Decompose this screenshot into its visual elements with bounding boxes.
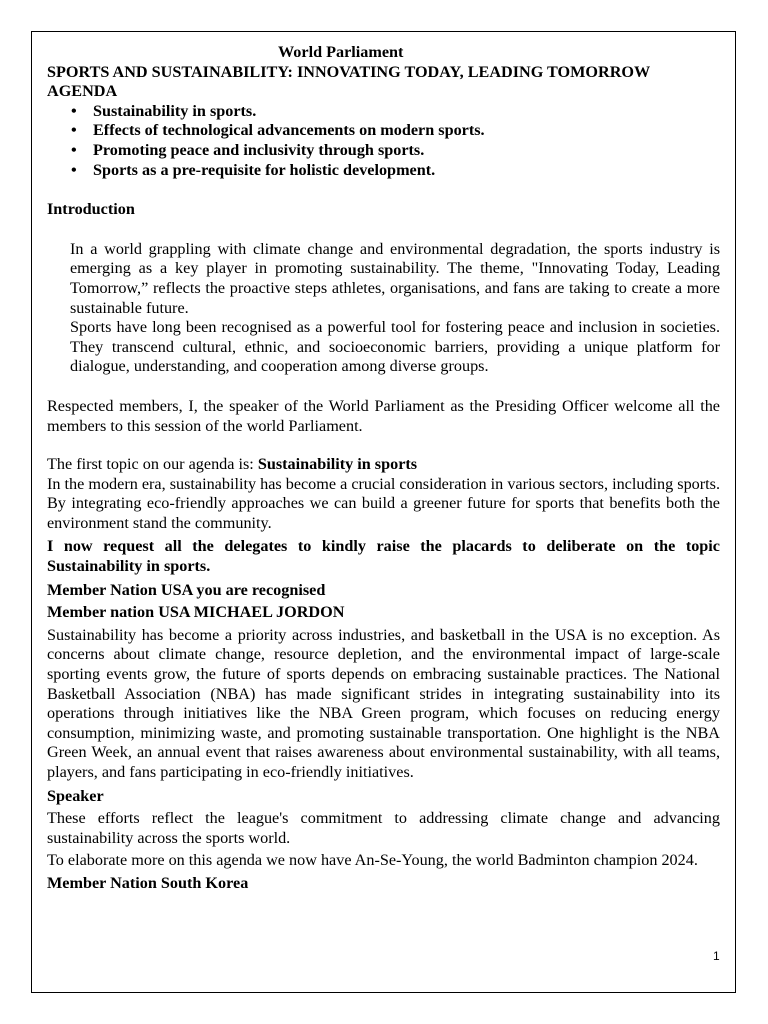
introduction-paragraph: In a world grappling with climate change and environmental degradation, the sports industry is emerging as a key player in promoting sustainability. The theme, "Innovating Today, Leading Tomorrow,” reflects the proactive steps athletes, organisations, and fans are taking to create a more sustainable future.: [70, 239, 720, 317]
agenda-item: • Sustainability in sports.: [93, 102, 720, 122]
theme-heading: SPORTS AND SUSTAINABILITY: INNOVATING TODAY, LEADING TOMORROW: [47, 62, 651, 81]
introduction-paragraph: Sports have long been recognised as a powerful tool for fostering peace and inclusion in societies. They transcend cultural, ethnic, and socioeconomic barriers, providing a unique platform for dialogue, understanding, and cooperation among diverse groups.: [70, 318, 720, 376]
agenda-item: • Effects of technological advancements on modern sports.: [93, 121, 720, 141]
first-topic-line: [47, 455, 720, 475]
recognition-line: Member Nation USA you are recognised: [47, 580, 326, 599]
first-topic-body: In the modern era, sustainability has become a crucial consideration in various sectors, including sports. By integrating eco-friendly approaches we can build a greener future for sports that benefits both the environment stand the community.: [47, 474, 720, 532]
agenda-heading: AGENDA: [47, 82, 118, 101]
usa-speech: Sustainability has become a priority across industries, and basketball in the USA is no exception. As concerns about climate change, resource depletion, and the environmental impact of large-scale sporting events grow, the future of sports depends on embracing sustainable practices. The National Basketball Association (NBA) has made significant strides in integrating sustainability into its operations through initiatives like the NBA Green program, which focuses on reducing energy consumption, minimizing waste, and promoting sustainable transportation. One highlight is the NBA Green Week, an annual event that raises awareness about environmental sustainability, with all teams, players, and fans participating in eco-friendly initiatives.: [47, 625, 720, 781]
speaker-remark: These efforts reflect the league's commitment to addressing climate change and advancing sustainability across the sports world.: [47, 809, 720, 847]
document-title: World Parliament: [278, 43, 404, 61]
document-body: [47, 43, 720, 894]
page-number: 1: [713, 949, 720, 963]
agenda-item: • Sports as a pre-requisite for holistic development.: [93, 161, 720, 181]
next-member-line: Member Nation South Korea: [47, 873, 249, 892]
placard-request: I now request all the delegates to kindly raise the placards to deliberate on the topic Sustainability in sports.: [47, 537, 720, 576]
usa-speaker-name: Member nation USA MICHAEL JORDON: [47, 603, 345, 622]
introduction-block: [47, 240, 720, 377]
first-topic-lead: The first topic on our agenda is:: [47, 455, 258, 474]
welcome-paragraph: Respected members, I, the speaker of the World Parliament as the Presiding Officer welcome all the members to this session of the world Parliament.: [47, 396, 720, 435]
first-topic-name: Sustainability in sports: [257, 455, 418, 474]
agenda-item: • Promoting peace and inclusivity through sports.: [93, 141, 720, 161]
agenda-list: [47, 102, 720, 180]
elaborate-line: To elaborate more on this agenda we now have An-Se-Young, the world Badminton champion 2024.: [47, 851, 698, 870]
speaker-label: Speaker: [47, 786, 104, 805]
introduction-heading: Introduction: [47, 200, 135, 219]
